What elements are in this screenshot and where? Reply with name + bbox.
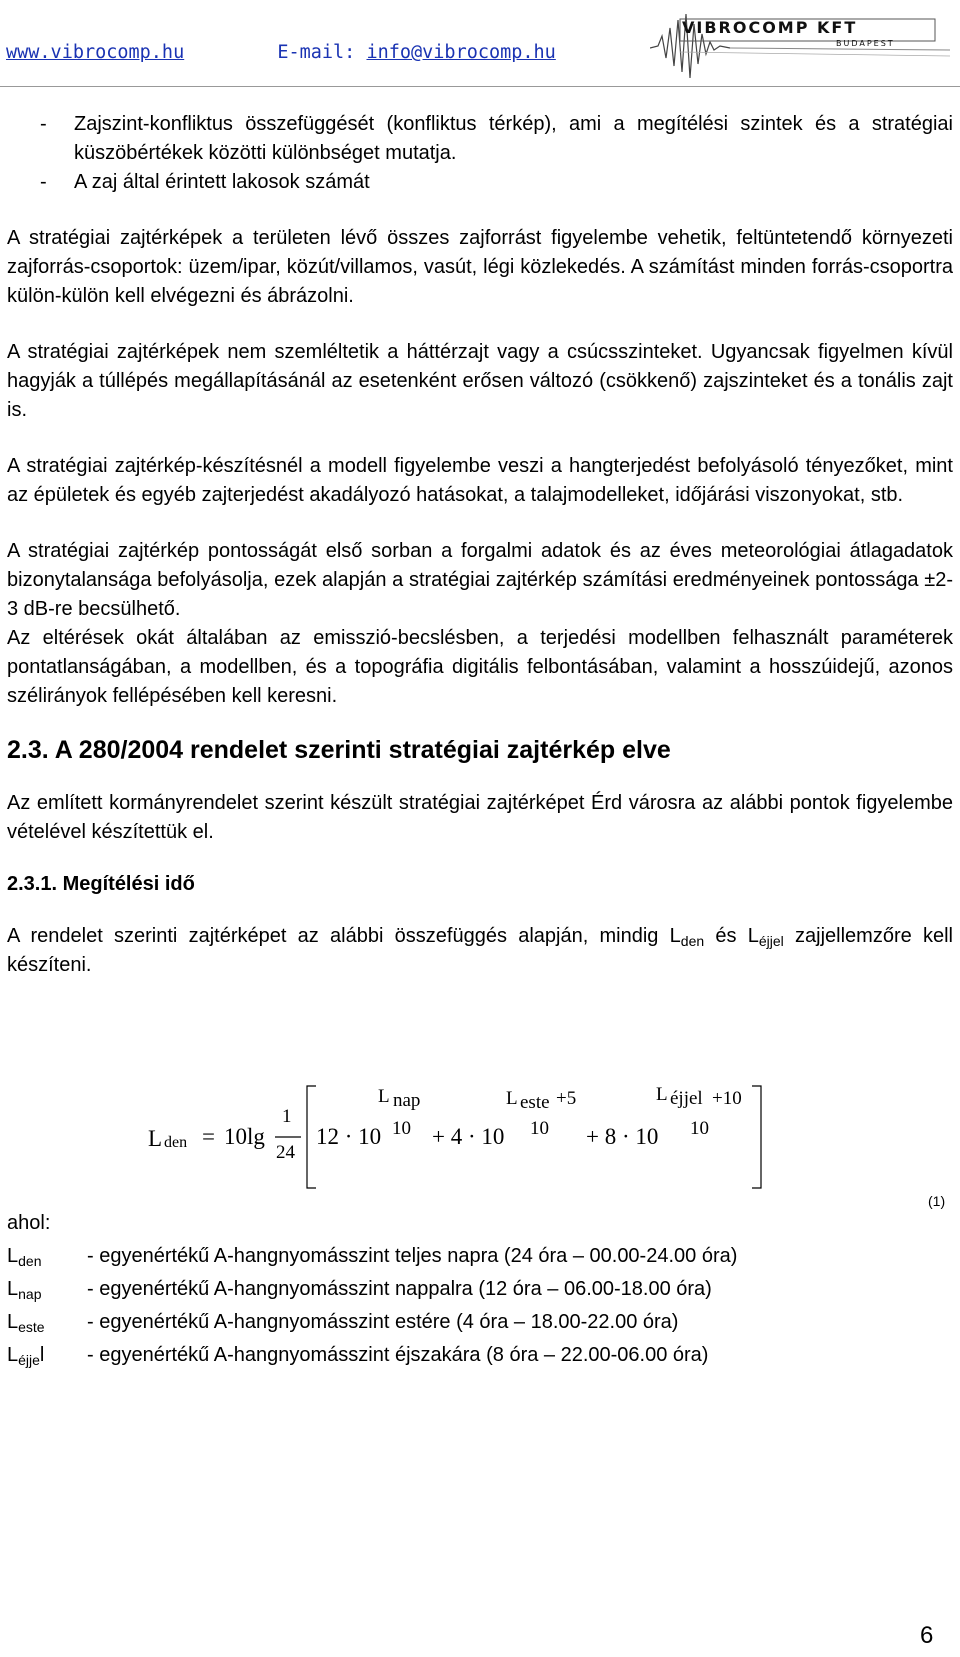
bullet-text: A zaj által érintett lakosok számát xyxy=(74,171,370,193)
paragraph: A stratégiai zajtérkép pontosságát első sorban a forgalmi adatok és az éves meteorológiai átlagadatok bizonytalansága befolyásolja, ezek alapján a stratégiai zajtérkép számítási eredményeinek pontossága ±2-3 dB-re becsülhető. xyxy=(7,540,953,620)
email-label: E-mail: xyxy=(277,42,356,63)
page-number: 6 xyxy=(920,1622,934,1649)
subsection-text: A rendelet szerinti zajtérképet az alábbi összefüggés alapján, mindig $L_{den}$ és $L_{éjjel}$ zajjellemzőre kell készíteni. xyxy=(7,925,953,976)
formula-coef-12: 12 · 10 xyxy=(316,1124,382,1149)
header-divider xyxy=(0,86,960,87)
website-link[interactable]: www.vibrocomp.hu xyxy=(6,42,185,63)
formula-exp2-sub: este xyxy=(520,1092,550,1113)
paragraph: A stratégiai zajtérkép-készítésnél a modell figyelembe veszi a hangterjedést befolyásoló tényezőket, mint az épületek és egyéb zajterjedést akadályozó hatásokat, a talajmodelleket, időjárási viszonyokat, stb. xyxy=(7,455,953,506)
formula-exp3-base: 10 xyxy=(690,1118,709,1139)
bullet-dash: - xyxy=(40,171,47,193)
definition-desc: - egyenértékű A-hangnyomásszint éjszakára (8 óra – 22.00-06.00 óra) xyxy=(87,1344,709,1366)
formula-log: 10lg xyxy=(224,1124,265,1149)
formula-exp1-L: L xyxy=(378,1086,390,1107)
definition-row: $L_{este}$ - egyenértékű A-hangnyomásszint estére (4 óra – 18.00-22.00 óra) xyxy=(7,1311,679,1335)
section-heading: 2.3. A 280/2004 rendelet szerinti stratégiai zajtérkép elve xyxy=(7,736,671,764)
formula-exp2-L: L xyxy=(506,1088,518,1109)
definition-row: $L_{nap}$ - egyenértékű A-hangnyomásszint nappalra (12 óra – 06.00-18.00 óra) xyxy=(7,1278,712,1302)
formula-lhs-sub: den xyxy=(164,1134,188,1151)
document-body xyxy=(7,110,953,980)
header-links xyxy=(6,42,556,63)
bullet-item xyxy=(7,110,953,168)
formula-coef-4: + 4 · 10 xyxy=(432,1124,505,1149)
formula-exp3-sub: éjjel xyxy=(670,1088,703,1109)
definitions-intro-row xyxy=(7,1210,953,1243)
formula-exp1-base: 10 xyxy=(392,1118,411,1139)
formula-equals: = xyxy=(202,1124,215,1149)
formula-exp3-add: +10 xyxy=(712,1088,742,1109)
bullet-item xyxy=(7,168,953,197)
formula-denominator: 24 xyxy=(276,1142,295,1163)
definition-row: $L_{éjje}l$ - egyenértékű A-hangnyomásszint éjszakára (8 óra – 22.00-06.00 óra) xyxy=(7,1344,709,1368)
paragraph: Az eltérések okát általában az emisszió-becslésben, a terjedési modellben felhasznált paraméterek pontatlanságában, a modellben, és a topográfia digitális felbontásában, valamint a hosszúidejű, azonos szélirányok fellépésében kell keresni. xyxy=(7,627,953,707)
definitions-intro: ahol: xyxy=(7,1212,51,1234)
formula-exp3-L: L xyxy=(656,1084,668,1105)
definition-row: $L_{den}$ - egyenértékű A-hangnyomásszint teljes napra (24 óra – 00.00-24.00 óra) xyxy=(7,1245,738,1269)
formula-numerator: 1 xyxy=(282,1106,292,1127)
definitions-list xyxy=(7,1210,953,1375)
bullet-text: Zajszint-konfliktus összefüggését (konfliktus térkép), ami a megítélési szintek és a stratégiai küszöbértékek közötti különbséget mutatja. xyxy=(74,113,953,164)
formula-exp2-base: 10 xyxy=(530,1118,549,1139)
formula-coef-8: + 8 · 10 xyxy=(586,1124,659,1149)
definition-desc: - egyenértékű A-hangnyomásszint nappalra (12 óra – 06.00-18.00 óra) xyxy=(87,1278,712,1300)
formula-exp1-sub: nap xyxy=(393,1090,421,1111)
definition-desc: - egyenértékű A-hangnyomásszint teljes napra (24 óra – 00.00-24.00 óra) xyxy=(87,1245,738,1267)
email-link[interactable]: info@vibrocomp.hu xyxy=(366,42,556,63)
subsection-heading: 2.3.1. Megítélési idő xyxy=(7,873,195,895)
logo-text: VIBROCOMP KFT xyxy=(682,18,858,37)
paragraph: A stratégiai zajtérképek a területen lévő összes zajforrást figyelembe vehetik, feltüntetendő környezeti zajforrás-csoportok: üzem/ipar, közút/villamos, vasút, légi közlekedés. A számítást minden forrás-csoportra külön-külön kell elvégezni és ábrázolni. xyxy=(7,227,953,307)
page-header xyxy=(0,0,960,92)
section-intro: Az említett kormányrendelet szerint készült stratégiai zajtérképet Érd városra az alábbi pontok figyelembe vételével készítettük el. xyxy=(7,792,953,843)
definition-desc: - egyenértékű A-hangnyomásszint estére (4 óra – 18.00-22.00 óra) xyxy=(87,1311,679,1333)
logo-subtext: BUDAPEST xyxy=(836,39,895,48)
formula-exp2-add: +5 xyxy=(556,1088,577,1109)
equation-number: (1) xyxy=(928,1193,946,1209)
lden-formula xyxy=(0,1070,960,1220)
formula-lhs: L xyxy=(148,1126,163,1151)
bullet-dash: - xyxy=(40,113,47,135)
paragraph: A stratégiai zajtérképek nem szemléltetik a háttérzajt vagy a csúcsszinteket. Ugyancsak figyelmen kívül hagyják a túllépés megállapításánál az esetenként erősen változó (csökkenő) zajszinteket és a tonális zajt is. xyxy=(7,341,953,421)
